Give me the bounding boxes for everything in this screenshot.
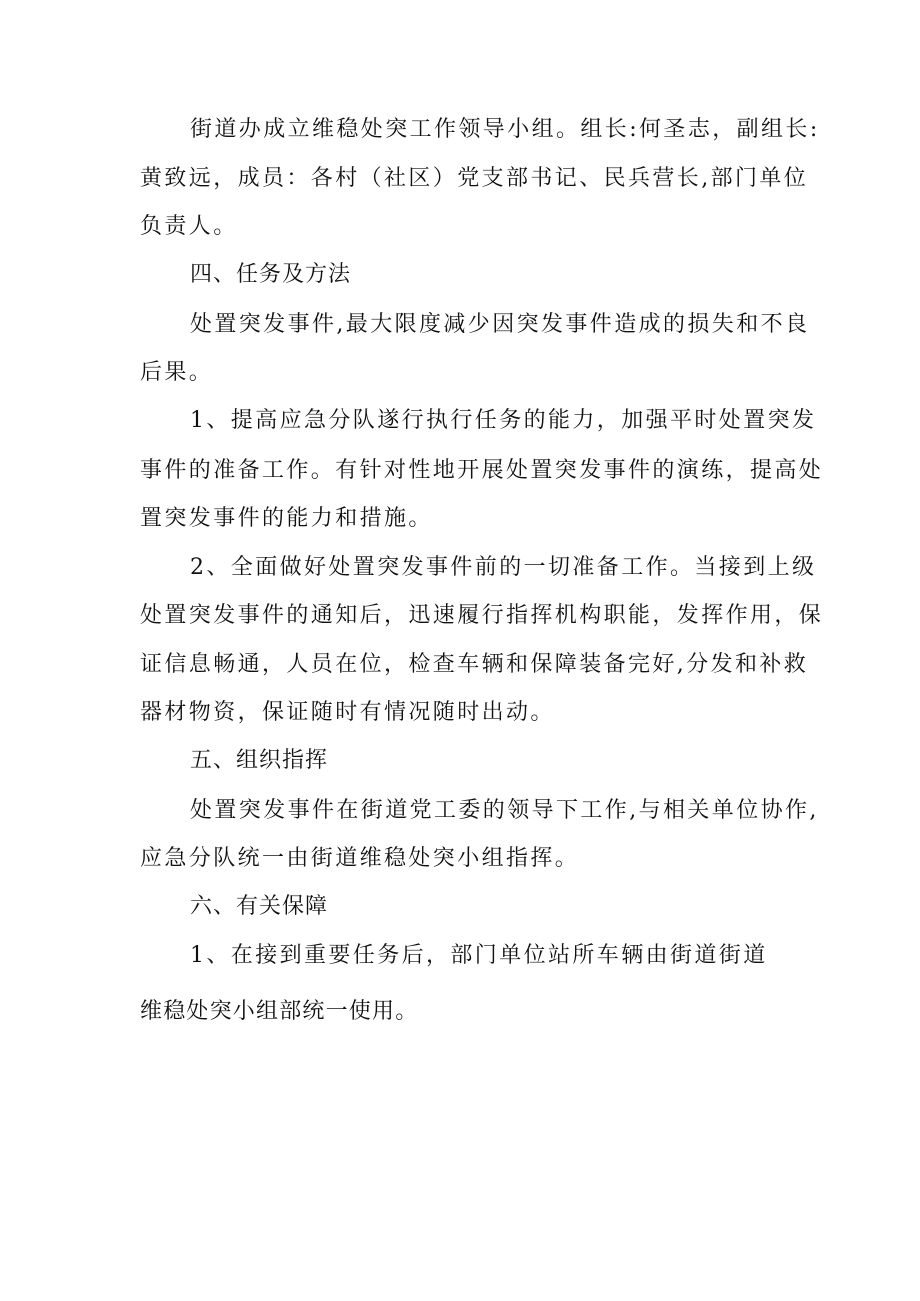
para4-line2: 处置突发事件的通知后，迅速履行指挥机构职能，发挥作用，保: [140, 603, 824, 628]
para5-line2: 应急分队统一由街道维稳处突小组指挥。: [140, 846, 580, 871]
para4-line1: 2、全面做好处置突发事件前的一切准备工作。当接到上级: [190, 555, 817, 580]
para6-line2: 维稳处突小组部统一使用。: [140, 999, 419, 1024]
para1-line3: 负责人。: [140, 214, 238, 239]
para4-line4: 器材物资，保证随时有情况随时出动。: [140, 700, 555, 725]
section-heading-6: 六、有关保障: [190, 894, 329, 919]
para1-line1: 街道办成立维稳处突工作领导小组。组长:何圣志，副组长:: [190, 117, 820, 142]
para2-line2: 后果。: [140, 360, 214, 385]
para4-line3: 证信息畅通，人员在位，检查车辆和保障装备完好,分发和补救: [140, 652, 809, 677]
para3-line3: 置突发事件的能力和措施。: [140, 506, 433, 531]
para3-line1: 1、提高应急分队遂行执行任务的能力，加强平时处置突发: [190, 408, 817, 433]
section-heading-5: 五、组织指挥: [190, 748, 329, 773]
para6-line1: 1、在接到重要任务后，部门单位站所车辆由街道街道: [190, 943, 768, 968]
para5-line1: 处置突发事件在街道党工委的领导下工作,与相关单位协作,: [190, 798, 819, 823]
para1-line2: 黄致远，成员：各村（社区）党支部书记、民兵营长,部门单位: [140, 166, 809, 191]
para2-line1: 处置突发事件,最大限度减少因突发事件造成的损失和不良: [190, 312, 810, 337]
para3-line2: 事件的准备工作。有针对性地开展处置突发事件的演练，提高处: [140, 458, 824, 483]
section-heading-4: 四、任务及方法: [190, 262, 352, 287]
